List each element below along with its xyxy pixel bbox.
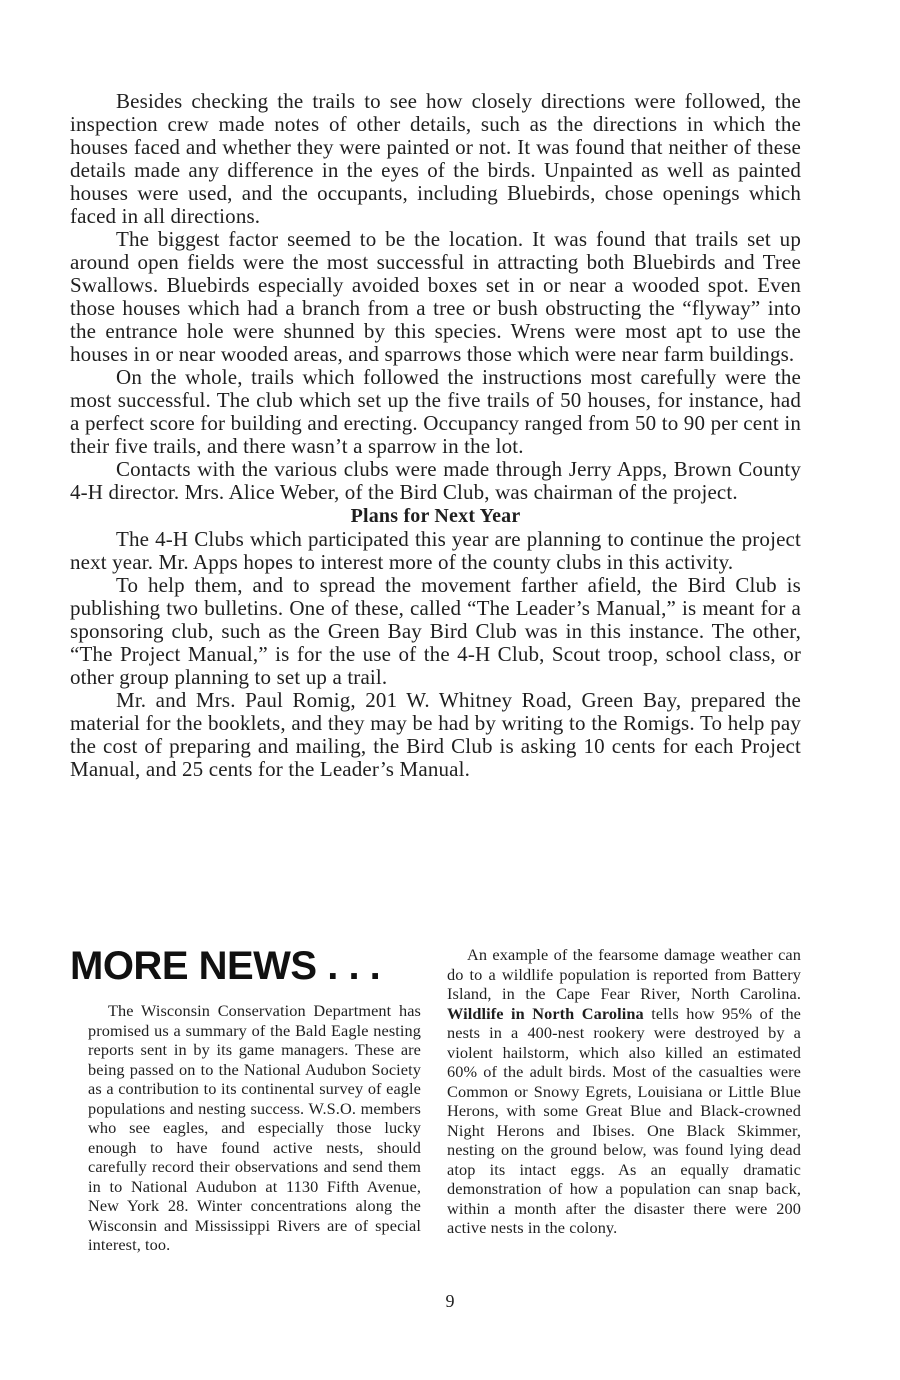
article-paragraph: Contacts with the various clubs were made through Jerry Apps, Brown County 4-H director. Mrs. Alice Weber, of the Bird Club, was chairman of the project.: [70, 457, 801, 504]
news-text: tells how 95% of the nests in a 400-nest rookery were destroyed by a violent hailstorm, which also killed an estimated 60% of the adult birds. Most of the casualties were Common or Snowy Egrets, Louisiana or Little Blue Herons, with some Great Blue and Black-crowned Night Herons and Ibises. One Black Skimmer, nesting on the ground below, was found lying dead atop its intact eggs. As an equally dramatic demonstration of how a population can snap back, within a month after the disaster there were 200 active nests in the colony.: [447, 1003, 802, 1237]
article-paragraph: The biggest factor seemed to be the location. It was found that trails set up around open fields were the most successful in attracting both Bluebirds and Tree Swallows. Bluebirds especially avoided boxes set in or near a wooded spot. Even those houses which had a branch from a tree or bush obstructing the “flyway” into the entrance hole were shunned by this species. Wrens were most apt to use the houses in or near wooded areas, and sparrows those which were near farm buildings.: [70, 227, 801, 366]
news-text: An example of the fearsome damage weather can do to a wildlife population is reported from Battery Island, in the Cape Fear River, North Carolina.: [447, 945, 801, 1003]
news-column-left: The Wisconsin Conservation Department has promised us a summary of the Bald Eagle nesting reports sent in by its game managers. These are being passed on to the National Audubon Society as a contribution to its continental survey of eagle populations and nesting success. W.S.O. members who see eagles, and especially those lucky enough to have found active nests, should carefully record their observations and send them in to National Audubon at 1130 Fifth Avenue, New York 28. Winter concentrations along the Wisconsin and Mississippi Rivers are of special interest, too.: [88, 1001, 421, 1254]
article-paragraph: The 4-H Clubs which participated this year are planning to continue the project next year. Mr. Apps hopes to interest more of the county clubs in this activity.: [70, 527, 801, 574]
article-body: [70, 90, 801, 781]
article-paragraph: Besides checking the trails to see how closely directions were followed, the inspection crew made notes of other details, such as the directions in which the houses faced and whether they were painted or not. It was found that neither of these details made any difference in the eyes of the birds. Unpainted as well as painted houses were used, and the occupants, including Bluebirds, chose openings which faced in all directions.: [70, 89, 801, 228]
page-number: 9: [445, 1291, 455, 1311]
publication-title: Wildlife in North Carolina: [447, 1003, 644, 1023]
section-subheading: Plans for Next Year: [350, 505, 521, 527]
news-column-right: [447, 945, 801, 1238]
article-paragraph: To help them, and to spread the movement farther afield, the Bird Club is publishing two bulletins. One of these, called “The Leader’s Manual,” is meant for a sponsoring club, such as the Green Bay Bird Club was in this instance. The other, “The Project Manual,” is for the use of the 4-H Club, Scout troop, school class, or other group planning to set up a trail.: [70, 573, 801, 689]
article-paragraph: On the whole, trails which followed the instructions most carefully were the most successful. The club which set up the five trails of 50 houses, for instance, had a perfect score for building and erecting. Occupancy ranged from 50 to 90 per cent in their five trails, and there wasn’t a sparrow in the lot.: [70, 365, 801, 458]
more-news-heading: MORE NEWS . . .: [70, 944, 381, 988]
article-paragraph: Mr. and Mrs. Paul Romig, 201 W. Whitney Road, Green Bay, prepared the material for the booklets, and they may be had by writing to the Romigs. To help pay the cost of preparing and mailing, the Bird Club is asking 10 cents for each Project Manual, and 25 cents for the Leader’s Manual.: [70, 688, 801, 781]
